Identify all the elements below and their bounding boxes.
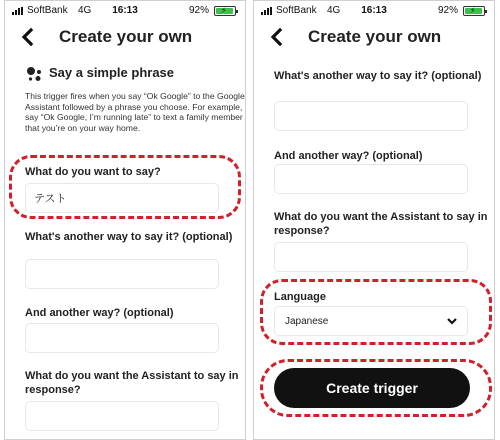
battery-percent: 92% bbox=[437, 5, 458, 16]
back-button[interactable] bbox=[266, 26, 288, 48]
clock: 16:13 bbox=[112, 5, 138, 16]
carrier-label: SoftBank bbox=[276, 5, 317, 16]
alt-phrase-2-label: And another way? (optional) bbox=[25, 307, 174, 319]
trigger-description: This trigger fires when you say “Ok Google” to the Google Assistant followed by a phrase you choose. For example, say “Ok Google, I’m running late” to text a family member that you’re on your way home. bbox=[25, 91, 245, 133]
chevron-left-icon bbox=[266, 26, 288, 48]
google-assistant-icon bbox=[25, 65, 43, 83]
network-label: 4G bbox=[327, 5, 341, 16]
alt-phrase-1-input[interactable] bbox=[25, 259, 219, 289]
language-label: Language bbox=[274, 291, 326, 303]
battery-icon: ⚡ bbox=[214, 6, 236, 16]
alt-phrase-1-label: What's another way to say it? (optional) bbox=[25, 231, 233, 243]
response-input[interactable] bbox=[25, 401, 219, 431]
network-label: 4G bbox=[78, 5, 92, 16]
alt-phrase-1-input[interactable] bbox=[274, 101, 468, 131]
response-input[interactable] bbox=[274, 242, 468, 272]
battery-percent: 92% bbox=[188, 5, 209, 16]
header bbox=[254, 19, 494, 53]
create-trigger-button[interactable]: Create trigger bbox=[274, 368, 470, 408]
carrier-label: SoftBank bbox=[27, 5, 68, 16]
chevron-down-icon bbox=[447, 317, 457, 325]
language-select[interactable] bbox=[274, 306, 468, 336]
trigger-heading bbox=[25, 63, 235, 85]
alt-phrase-1-label: What's another way to say it? (optional) bbox=[274, 70, 482, 82]
trigger-title: Say a simple phrase bbox=[49, 65, 175, 80]
status-bar bbox=[254, 1, 494, 19]
battery-icon: ⚡ bbox=[463, 6, 485, 16]
page-title: Create your own bbox=[59, 27, 193, 46]
phrase-input[interactable] bbox=[25, 183, 219, 213]
page-title: Create your own bbox=[308, 27, 442, 46]
left-screen bbox=[4, 0, 246, 440]
alt-phrase-2-input[interactable] bbox=[25, 323, 219, 353]
alt-phrase-2-label: And another way? (optional) bbox=[274, 150, 423, 162]
language-selected-value: Japanese bbox=[285, 316, 329, 327]
response-label: What do you want the Assistant to say in response? bbox=[25, 370, 239, 396]
alt-phrase-2-input[interactable] bbox=[274, 164, 468, 194]
chevron-left-icon bbox=[17, 26, 39, 48]
right-screen bbox=[253, 0, 495, 440]
clock: 16:13 bbox=[361, 5, 387, 16]
header bbox=[5, 19, 245, 53]
back-button[interactable] bbox=[17, 26, 39, 48]
status-bar bbox=[5, 1, 245, 19]
phrase-label: What do you want to say? bbox=[25, 166, 161, 178]
response-label: What do you want the Assistant to say in response? bbox=[274, 211, 488, 237]
